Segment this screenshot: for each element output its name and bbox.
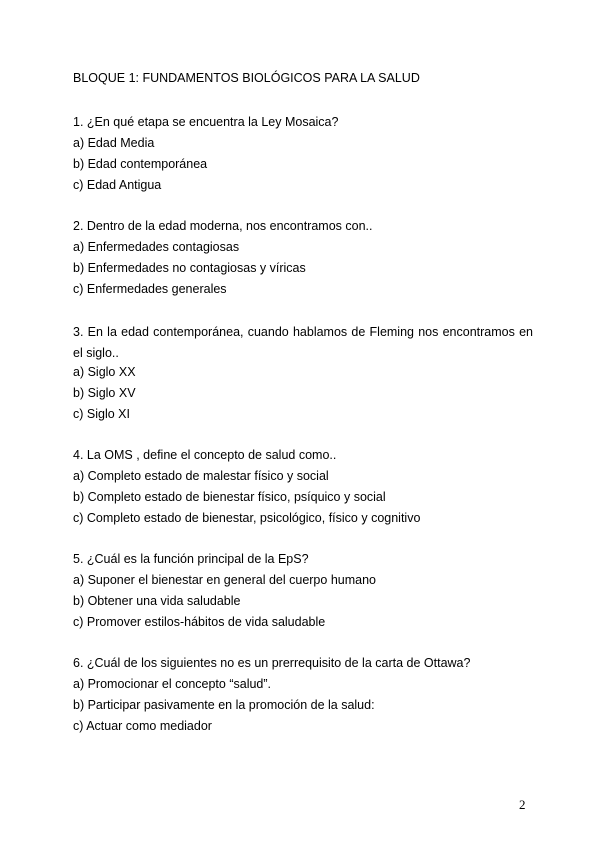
option-a: a) Enfermedades contagiosas [73,240,240,254]
question-3 [73,322,533,427]
option-b: b) Obtener una vida saludable [73,594,241,608]
option-b: b) Enfermedades no contagiosas y víricas [73,261,306,275]
question-text: 2. Dentro de la edad moderna, nos encontramos con.. [73,219,373,233]
option-c: c) Edad Antigua [73,178,162,192]
option-a: a) Siglo XX [73,365,136,379]
option-a: a) Edad Media [73,136,155,150]
question-text: 4. La OMS , define el concepto de salud como.. [73,448,337,462]
option-b: b) Edad contemporánea [73,157,208,171]
option-b: b) Siglo XV [73,386,136,400]
option-c: c) Enfermedades generales [73,282,227,296]
option-b: b) Completo estado de bienestar físico, psíquico y social [73,490,386,504]
option-c: c) Promover estilos-hábitos de vida saludable [73,615,326,629]
option-b: b) Participar pasivamente en la promoción de la salud: [73,698,375,712]
option-c: c) Actuar como mediador [73,719,212,733]
option-a: a) Suponer el bienestar en general del cuerpo humano [73,573,376,587]
question-text: 5. ¿Cuál es la función principal de la EpS? [73,552,309,566]
block-title: BLOQUE 1: FUNDAMENTOS BIOLÓGICOS PARA LA SALUD [73,71,420,85]
question-text: 1. ¿En qué etapa se encuentra la Ley Mosaica? [73,115,339,129]
question-text: 3. En la edad contemporánea, cuando hablamos de Fleming nos encontramos en el siglo.. [73,325,533,360]
page-number: 2 [519,797,526,812]
question-6 [73,655,533,739]
option-a: a) Completo estado de malestar físico y social [73,469,329,483]
question-4 [73,447,533,531]
question-5 [73,551,533,635]
option-c: c) Siglo XI [73,407,130,421]
option-a: a) Promocionar el concepto “salud”. [73,677,272,691]
option-c: c) Completo estado de bienestar, psicológico, físico y cognitivo [73,511,421,525]
question-2 [73,218,533,302]
question-text: 6. ¿Cuál de los siguientes no es un prerrequisito de la carta de Ottawa? [73,656,471,670]
question-1 [73,114,533,198]
